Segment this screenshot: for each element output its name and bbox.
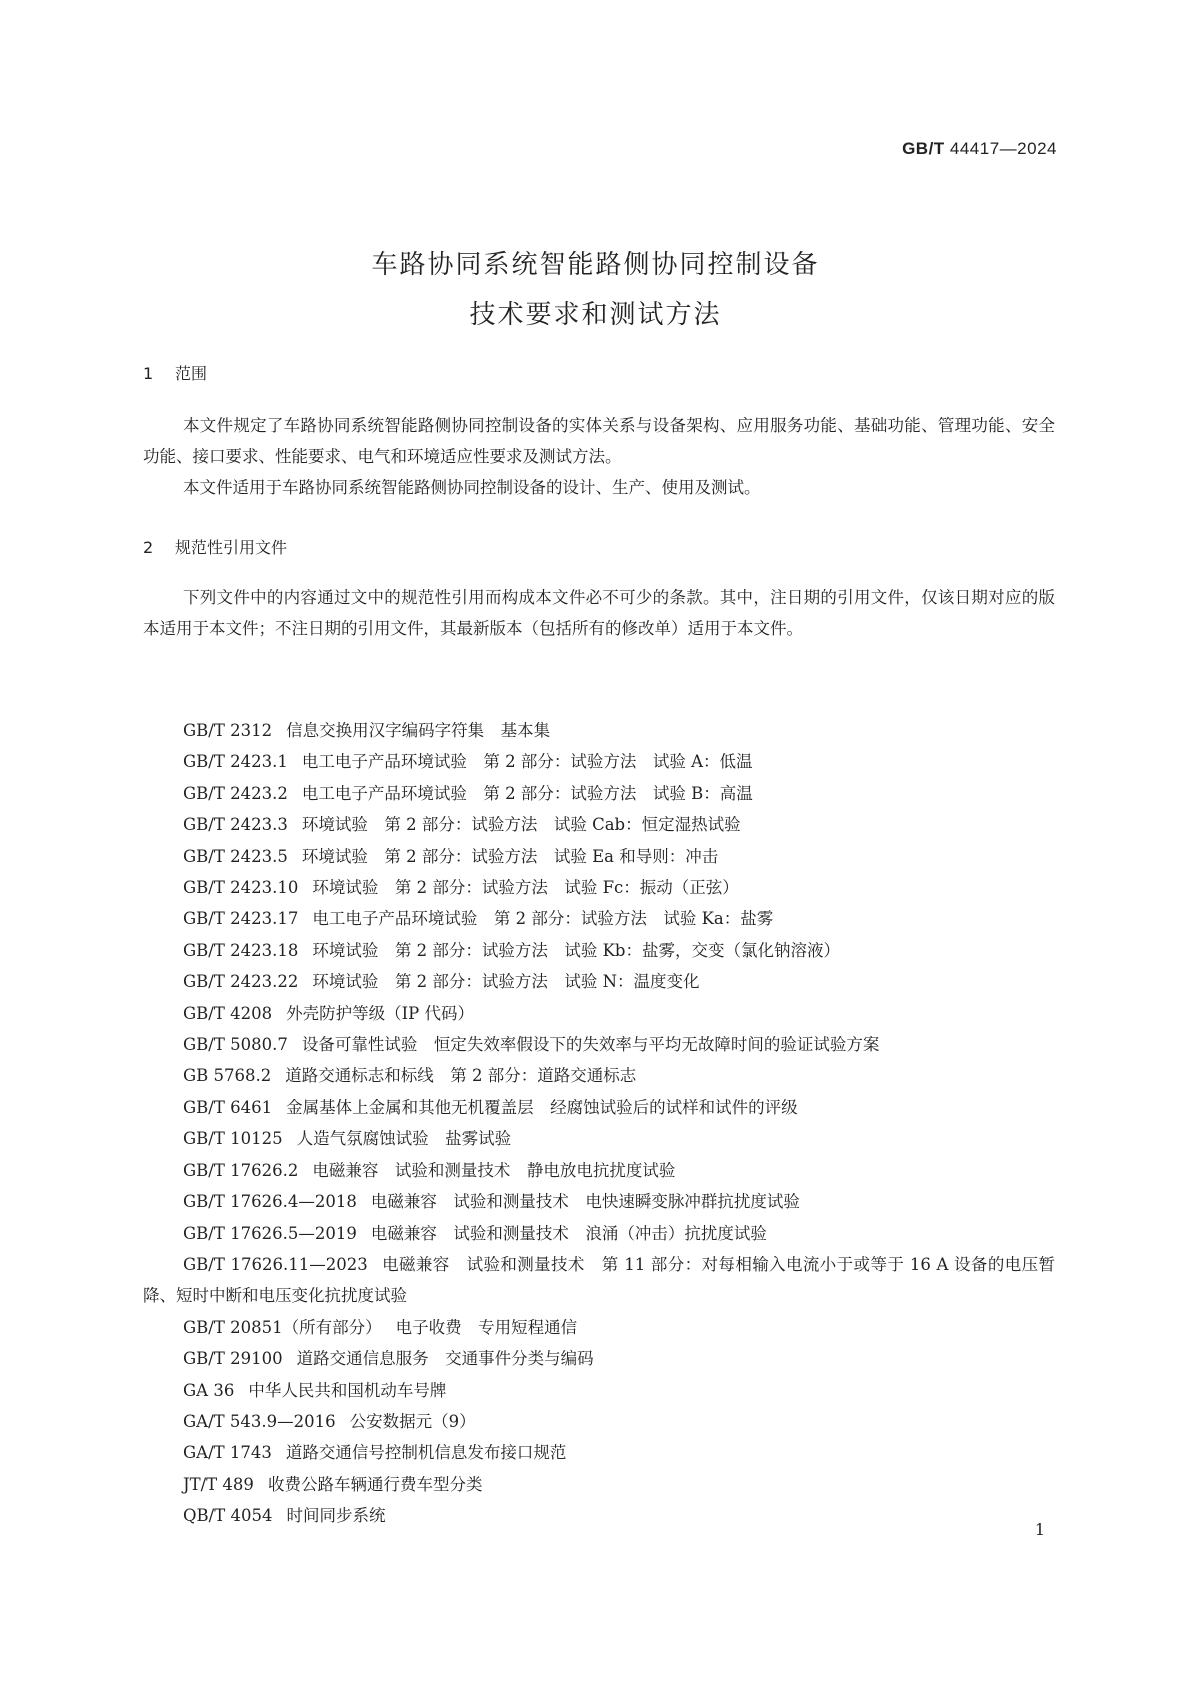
scope-paragraph-1: 本文件规定了车路协同系统智能路侧协同控制设备的实体关系与设备架构、应用服务功能、基础功能、管理功能、安全功能、接口要求、性能要求、电气和环境适应性要求及测试方法。 [143,416,1055,466]
reference-code: GB/T 20851（所有部分） [183,1317,382,1337]
document-title [0,240,1191,340]
reference-code: GA/T 1743 [183,1443,272,1463]
scope-paragraph-2: 本文件适用于车路协同系统智能路侧协同控制设备的设计、生产、使用及测试。 [183,478,761,497]
reference-item [143,1312,1055,1343]
reference-title: 环境试验 第 2 部分：试验方法 试验 Ea 和导则：冲击 [301,846,719,866]
reference-code: GB/T 4208 [183,1003,273,1023]
reference-item [143,1218,1055,1249]
reference-title: 电工电子产品环境试验 第 2 部分：试验方法 试验 Ka：盐雾 [312,909,774,929]
title-line-1: 车路协同系统智能路侧协同控制设备 [371,250,820,280]
reference-code: JT/T 489 [183,1474,254,1494]
reference-item [143,1092,1055,1123]
reference-code: GB/T 5080.7 [183,1035,288,1055]
reference-title: 电磁兼容 试验和测量技术 第 11 部分：对每相输入电流小于或等于 16 A 设备的电压暂降、短时中断和电压变化抗扰度试验 [143,1254,1055,1306]
reference-item [143,841,1055,872]
reference-title: 电磁兼容 试验和测量技术 静电放电抗扰度试验 [312,1160,676,1180]
reference-code: GB/T 2423.10 [183,878,299,898]
reference-code: GA/T 543.9—2016 [183,1411,336,1431]
standard-code-number: 44417—2024 [944,139,1057,158]
reference-code: GB 5768.2 [183,1066,272,1086]
reference-title: 时间同步系统 [286,1506,386,1526]
reference-title: 信息交换用汉字编码字符集 基本集 [286,721,551,740]
reference-title: 道路交通信号控制机信息发布接口规范 [285,1443,567,1463]
reference-item [143,1029,1055,1060]
references-intro: 下列文件中的内容通过文中的规范性引用而构成本文件必不可少的条款。其中，注日期的引用文件，仅该日期对应的版本适用于本文件；不注日期的引用文件，其最新版本（包括所有的修改单）适用于本文件。 [143,588,1055,638]
section-2-title: 规范性引用文件 [175,538,288,557]
reference-title: 电磁兼容 试验和测量技术 浪涌（冲击）抗扰度试验 [370,1223,767,1243]
reference-item [143,715,1055,746]
title-line-2: 技术要求和测试方法 [469,300,722,330]
reference-title: 环境试验 第 2 部分：试验方法 试验 Fc：振动（正弦） [312,878,739,898]
reference-code: GB/T 2423.5 [183,846,288,866]
reference-title: 中华人民共和国机动车号牌 [248,1380,447,1400]
section-2-heading [143,535,287,558]
reference-item [143,966,1055,997]
reference-code: GB/T 2423.22 [183,972,299,992]
reference-title: 金属基体上金属和其他无机覆盖层 经腐蚀试验后的试样和试件的评级 [286,1097,798,1117]
reference-code: GB/T 2423.3 [183,815,288,835]
reference-title: 道路交通标志和标线 第 2 部分：道路交通标志 [285,1066,637,1086]
reference-code: GA 36 [183,1380,235,1400]
reference-title: 设备可靠性试验 恒定失效率假设下的失效率与平均无故障时间的验证试验方案 [301,1035,880,1055]
reference-code: GB/T 2423.17 [183,909,299,929]
reference-item [143,1500,1055,1531]
page-number: 1 [1034,1520,1045,1539]
reference-title: 人造气氛腐蚀试验 盐雾试验 [296,1129,512,1149]
reference-code: GB/T 2423.1 [183,752,288,772]
reference-code: GB/T 29100 [183,1349,283,1369]
reference-item [143,935,1055,966]
reference-title: 电磁兼容 试验和测量技术 电快速瞬变脉冲群抗扰度试验 [370,1192,800,1212]
reference-item [143,872,1055,903]
reference-code: GB/T 6461 [183,1097,273,1117]
reference-code: GB/T 2312 [183,721,273,740]
reference-code: GB/T 2423.18 [183,940,299,960]
reference-item [143,1406,1055,1437]
standard-code-prefix: GB/T [902,139,945,158]
reference-title: 公安数据元（9） [349,1411,476,1431]
reference-list [143,715,1055,1532]
reference-title: 道路交通信息服务 交通事件分类与编码 [296,1349,594,1369]
reference-code: GB/T 10125 [183,1129,283,1149]
reference-title: 外壳防护等级（IP 代码） [286,1003,474,1023]
reference-item [143,746,1055,777]
reference-title: 环境试验 第 2 部分：试验方法 试验 Cab：恒定湿热试验 [301,815,741,835]
reference-item [143,1186,1055,1217]
reference-title: 电工电子产品环境试验 第 2 部分：试验方法 试验 B：高温 [301,783,753,803]
reference-code: GB/T 17626.2 [183,1160,299,1180]
reference-code: GB/T 17626.11—2023 [183,1254,368,1274]
reference-item [143,809,1055,840]
reference-code: QB/T 4054 [183,1506,273,1526]
section-1-title: 范围 [175,364,208,383]
reference-item [143,1155,1055,1186]
section-1-heading [143,361,207,384]
reference-item [143,998,1055,1029]
section-1-number: 1 [143,364,154,383]
reference-item [143,1123,1055,1154]
reference-item [143,778,1055,809]
reference-item [143,1375,1055,1406]
reference-item [143,1469,1055,1500]
reference-code: GB/T 17626.5—2019 [183,1223,357,1243]
reference-title: 环境试验 第 2 部分：试验方法 试验 N：温度变化 [312,972,700,992]
reference-item [143,1249,1055,1312]
reference-title: 电子收费 专用短程通信 [395,1317,578,1337]
reference-title: 电工电子产品环境试验 第 2 部分：试验方法 试验 A：低温 [301,752,753,772]
reference-title: 收费公路车辆通行费车型分类 [267,1474,483,1494]
reference-item [143,1343,1055,1374]
section-2-number: 2 [143,538,154,557]
reference-item [143,1437,1055,1468]
reference-title: 环境试验 第 2 部分：试验方法 试验 Kb：盐雾，交变（氯化钠溶液） [312,940,840,960]
reference-item [143,903,1055,934]
standard-code [902,139,1057,159]
reference-code: GB/T 17626.4—2018 [183,1192,357,1212]
reference-code: GB/T 2423.2 [183,783,288,803]
reference-item [143,1060,1055,1091]
